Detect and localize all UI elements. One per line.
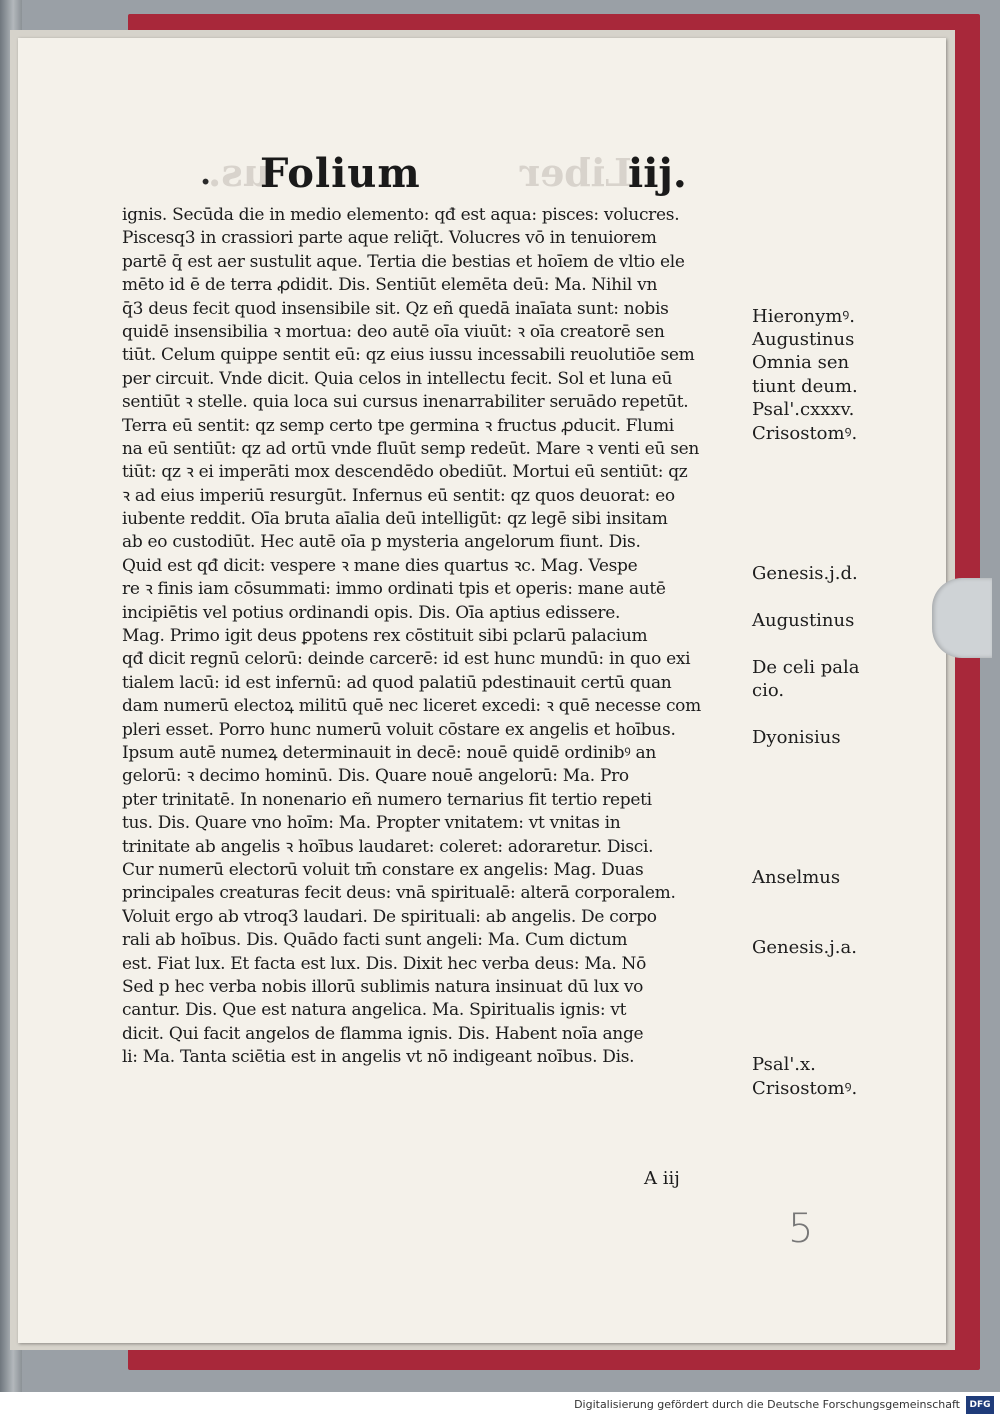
text-line: dicit. Qui facit angelos de flamma ignis. Dis. Habent noīa ange — [122, 1023, 644, 1044]
page-clip — [932, 578, 992, 658]
header-title: Folium — [260, 150, 421, 197]
text-line: Cur numerū electorū voluit tm̄ constare ex angelis: Mag. Duas — [122, 859, 644, 880]
text-line: qđ dicit regnū celorū: deinde carcerē: id est hunc mundū: in quo exi — [122, 649, 691, 670]
pencil-page-number: 5 — [788, 1206, 814, 1252]
text-line: incipiētis vel potius ordinandi opis. Dis. Oīa aptius edissere. — [122, 602, 621, 623]
text-line: ꝛ ad eius imperiū resurgūt. Infernus eū sentit: qz quos deuorat: eo — [122, 485, 675, 506]
text-line: quidē insensibilia ꝛ mortua: deo autē oīa viuūt: ꝛ oīa creatorē sen — [122, 321, 665, 342]
text-line: iubente reddit. Oīa bruta aīalia deū intelligūt: qz legē sibi insitam — [122, 509, 668, 530]
text-line: tiūt. Celum quippe sentit eū: qz eius iussu incessabili reuolutiōe sem — [122, 345, 695, 366]
text-line: ignis. Secūda die in medio elemento: qđ est aqua: pisces: volucres. — [122, 205, 680, 225]
text-line: gelorū: ꝛ decimo hominū. Dis. Quare nouē angelorū: Ma. Pro — [122, 766, 629, 787]
text-line: Ipsum autē numeꝝ determinauit in decē: nouē quidē ordinibꝰ an — [122, 742, 656, 763]
margin-note: Dyonisius — [752, 726, 841, 748]
margin-note: Genesis.j.d. — [752, 563, 858, 584]
text-line: partē q̄ est aer sustulit aque. Tertia die bestias et hoīem de vltio ele — [122, 251, 685, 272]
catchword: A iij — [644, 1168, 680, 1189]
bleed-through-middle: Liber — [520, 150, 632, 195]
main-text-block — [122, 204, 747, 1069]
text-line: cantur. Dis. Que est natura angelica. Ma. Spiritualis ignis: vt — [122, 1000, 627, 1021]
text-line: na eū sentiūt: qz ad ortū vnde fluūt semp redeūt. Mare ꝛ venti eū sen — [122, 438, 700, 459]
bleed-through-left: us. — [208, 150, 271, 195]
text-line: Piscesq3 in crassiori parte aque reliq̄t. Volucres vō in tenuiorem — [122, 228, 657, 249]
text-line: q̄3 deus fecit quod insensibile sit. Qz eñ quedā inaīata sunt: nobis — [122, 298, 669, 319]
dfg-logo-icon: DFG — [966, 1396, 994, 1414]
folio-number: iij. — [628, 150, 687, 197]
text-line: est. Fiat lux. Et facta est lux. Dis. Dixit hec verba deus: Ma. Nō — [122, 953, 647, 974]
text-line: mēto id ē de terra ꝓdidit. Dis. Sentiūt elemēta deū: Ma. Nihil vn — [122, 275, 658, 296]
text-line: dam numerū electoꝝ militū quē nec liceret excedi: ꝛ quē necesse com — [122, 696, 701, 717]
text-line: Sed p hec verba nobis illorū sublimis natura insinuat dū lux vo — [122, 976, 644, 997]
margin-note: tiunt deum. — [752, 375, 858, 397]
text-line: Quid est qđ dicit: vespere ꝛ mane dies quartus ꝛc. Mag. Vespe — [122, 555, 638, 576]
margin-note: Augustinus — [752, 609, 855, 631]
margin-note: Genesis.j.a. — [752, 937, 857, 959]
text-line: Terra eū sentit: qz semp certo tpe germina ꝛ fructus ꝓducit. Flumi — [122, 415, 674, 436]
margin-note: Hieronymꝰ. — [752, 305, 855, 327]
margin-note: De celi pala — [752, 656, 860, 678]
margin-note: cio. — [752, 680, 785, 701]
margin-note: Crisostomꝰ. — [752, 422, 858, 444]
margin-note: Augustinus — [752, 329, 855, 350]
text-line: tiūt: qz ꝛ ei imperāti mox descendēdo obediūt. Mortui eū sentiūt: qz — [122, 462, 688, 483]
footer-bar — [0, 1392, 1000, 1419]
text-line: pter trinitatē. In nonenario eñ numero ternarius fit tertio repeti — [122, 789, 652, 810]
text-line: Voluit ergo ab vtroq3 laudari. De spirituali: ab angelis. De corpo — [122, 906, 657, 927]
margin-note: Psal'.cxxxv. — [752, 399, 855, 421]
text-line: re ꝛ finis iam cōsummati: immo ordinati tpis et operis: mane autē — [122, 579, 666, 600]
text-line: principales creaturas fecit deus: vnā spiritualē: alterā corporalem. — [122, 883, 676, 904]
text-line: Mag. Primo igit deus ꝑpotens rex cōstituit sibi pclarū palacium — [122, 626, 648, 647]
text-line: sentiūt ꝛ stelle. quia loca sui cursus inenarrabiliter seruādo repetūt. — [122, 392, 689, 413]
text-line: ab eo custodiūt. Hec autē oīa p mysteria angelorum fiunt. Dis. — [122, 532, 641, 553]
margin-note: Omnia sen — [752, 352, 850, 374]
text-line: per circuit. Vnde dicit. Quia celos in intellectu fecit. Sol et luna eū — [122, 368, 673, 389]
text-line: li: Ma. Tanta sciētia est in angelis vt nō indigeant noībus. Dis. — [122, 1047, 635, 1068]
text-line: pleri esset. Porro hunc numerū voluit cōstare ex angelis et hoībus. — [122, 719, 676, 740]
text-line: tialem lacū: id est infernū: ad quod palatiū pdestinauit certū quan — [122, 672, 672, 693]
text-line: tus. Dis. Quare vno hoīm: Ma. Propter vnitatem: vt vnitas in — [122, 813, 621, 834]
header-mark: . — [200, 154, 212, 192]
text-line: trinitate ab angelis ꝛ hoībus laudaret: coleret: adoraretur. Disci. — [122, 836, 654, 857]
margin-note: Psal'.x. — [752, 1054, 816, 1076]
footer-credit: Digitalisierung gefördert durch die Deutsche Forschungsgemeinschaft — [574, 1398, 960, 1411]
margin-note: Crisostomꝰ. — [752, 1077, 858, 1099]
text-line: rali ab hoībus. Dis. Quādo facti sunt angeli: Ma. Cum dictum — [122, 930, 628, 951]
margin-note: Anselmus — [752, 867, 841, 889]
page-header — [200, 150, 700, 200]
